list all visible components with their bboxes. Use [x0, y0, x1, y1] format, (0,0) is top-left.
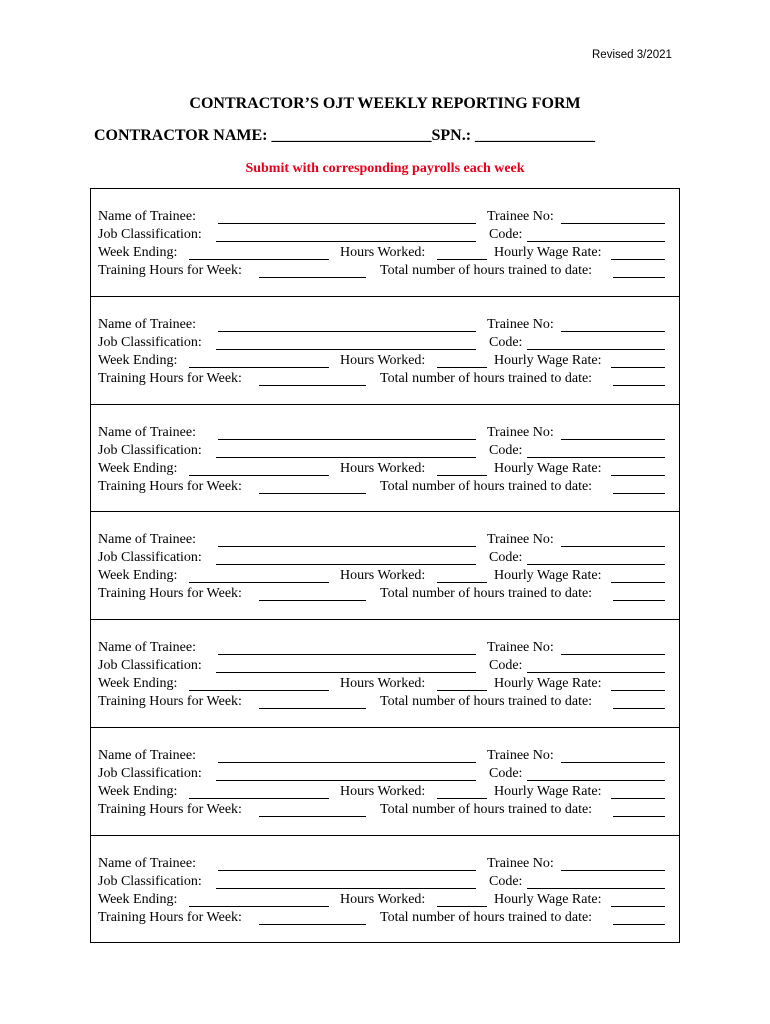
name-of-trainee-field[interactable] [218, 546, 476, 547]
job-classification-label: Job Classification: [98, 442, 202, 458]
code-field[interactable] [527, 672, 665, 673]
form-title: CONTRACTOR’S OJT WEEKLY REPORTING FORM [189, 95, 581, 112]
trainee-no-label: Trainee No: [487, 532, 554, 548]
total-hours-to-date-field[interactable] [613, 600, 665, 601]
total-hours-to-date-label: Total number of hours trained to date: [380, 909, 593, 925]
total-hours-to-date-field[interactable] [613, 708, 665, 709]
code-label: Code: [489, 442, 523, 458]
code-label: Code: [489, 334, 523, 350]
total-hours-to-date-label: Total number of hours trained to date: [380, 370, 593, 386]
hourly-wage-rate-field[interactable] [611, 475, 665, 476]
hourly-wage-rate-label: Hourly Wage Rate: [494, 783, 602, 799]
hourly-wage-rate-label: Hourly Wage Rate: [494, 460, 602, 476]
name-of-trainee-field[interactable] [218, 223, 476, 224]
hourly-wage-rate-field[interactable] [611, 259, 665, 260]
code-label: Code: [489, 765, 523, 781]
total-hours-to-date-field[interactable] [613, 385, 665, 386]
submit-instruction: Submit with corresponding payrolls each week [245, 161, 525, 176]
training-hours-label: Training Hours for Week: [98, 263, 242, 278]
training-hours-field[interactable] [259, 493, 366, 494]
name-of-trainee-field[interactable] [218, 331, 476, 332]
job-classification-field[interactable] [216, 349, 476, 350]
code-field[interactable] [527, 241, 665, 242]
job-classification-label: Job Classification: [98, 658, 202, 674]
job-classification-field[interactable] [216, 672, 476, 673]
code-label: Code: [489, 658, 523, 674]
week-ending-field[interactable] [189, 798, 329, 799]
total-hours-to-date-field[interactable] [613, 924, 665, 925]
hours-worked-label: Hours Worked: [340, 245, 426, 260]
trainee-entry-7 [91, 836, 679, 944]
name-of-trainee-label: Name of Trainee: [98, 209, 196, 224]
job-classification-label: Job Classification: [98, 227, 202, 242]
total-hours-to-date-field[interactable] [613, 816, 665, 817]
trainee-no-field[interactable] [561, 223, 665, 224]
week-ending-label: Week Ending: [98, 245, 178, 260]
hourly-wage-rate-label: Hourly Wage Rate: [494, 352, 602, 368]
week-ending-label: Week Ending: [98, 783, 178, 799]
job-classification-field[interactable] [216, 457, 476, 458]
training-hours-field[interactable] [259, 816, 366, 817]
code-label: Code: [489, 550, 523, 566]
hours-worked-field[interactable] [437, 259, 487, 260]
trainee-no-field[interactable] [561, 762, 665, 763]
hours-worked-field[interactable] [437, 798, 487, 799]
total-hours-to-date-label: Total number of hours trained to date: [380, 478, 593, 494]
trainee-no-field[interactable] [561, 654, 665, 655]
trainee-no-label: Trainee No: [487, 640, 554, 656]
name-of-trainee-label: Name of Trainee: [98, 316, 196, 332]
week-ending-field[interactable] [189, 367, 329, 368]
week-ending-field[interactable] [189, 475, 329, 476]
job-classification-field[interactable] [216, 888, 476, 889]
trainee-no-label: Trainee No: [487, 424, 554, 440]
job-classification-field[interactable] [216, 241, 476, 242]
trainee-no-field[interactable] [561, 870, 665, 871]
job-classification-label: Job Classification: [98, 334, 202, 350]
hours-worked-field[interactable] [437, 582, 487, 583]
revision-date: Revised 3/2021 [592, 49, 672, 61]
name-of-trainee-field[interactable] [218, 654, 476, 655]
hours-worked-label: Hours Worked: [340, 568, 426, 584]
week-ending-label: Week Ending: [98, 352, 178, 368]
job-classification-label: Job Classification: [98, 550, 202, 566]
code-field[interactable] [527, 564, 665, 565]
trainee-entry-5 [91, 620, 679, 728]
trainee-entry-6 [91, 728, 679, 836]
name-of-trainee-label: Name of Trainee: [98, 747, 196, 763]
hours-worked-label: Hours Worked: [340, 891, 426, 907]
hourly-wage-rate-label: Hourly Wage Rate: [494, 676, 602, 692]
code-field[interactable] [527, 457, 665, 458]
total-hours-to-date-label: Total number of hours trained to date: [380, 263, 593, 278]
training-hours-label: Training Hours for Week: [98, 694, 242, 710]
hours-worked-field[interactable] [437, 690, 487, 691]
contractor-name-spn-line: CONTRACTOR NAME: ____________________SPN.: _______________ [94, 127, 596, 144]
training-hours-label: Training Hours for Week: [98, 909, 242, 925]
trainee-entry-4 [91, 512, 679, 620]
trainee-entries [90, 188, 680, 943]
total-hours-to-date-field[interactable] [613, 277, 665, 278]
hourly-wage-rate-field[interactable] [611, 690, 665, 691]
training-hours-label: Training Hours for Week: [98, 586, 242, 602]
week-ending-field[interactable] [189, 582, 329, 583]
week-ending-label: Week Ending: [98, 676, 178, 692]
hours-worked-label: Hours Worked: [340, 460, 426, 476]
training-hours-field[interactable] [259, 600, 366, 601]
name-of-trainee-label: Name of Trainee: [98, 640, 196, 656]
week-ending-field[interactable] [189, 690, 329, 691]
name-of-trainee-field[interactable] [218, 762, 476, 763]
hourly-wage-rate-field[interactable] [611, 906, 665, 907]
code-label: Code: [489, 873, 523, 889]
hourly-wage-rate-label: Hourly Wage Rate: [494, 245, 602, 260]
trainee-no-field[interactable] [561, 331, 665, 332]
hourly-wage-rate-field[interactable] [611, 798, 665, 799]
week-ending-field[interactable] [189, 906, 329, 907]
hours-worked-label: Hours Worked: [340, 352, 426, 368]
trainee-no-field[interactable] [561, 439, 665, 440]
week-ending-label: Week Ending: [98, 891, 178, 907]
total-hours-to-date-label: Total number of hours trained to date: [380, 586, 593, 602]
total-hours-to-date-label: Total number of hours trained to date: [380, 694, 593, 710]
training-hours-field[interactable] [259, 277, 366, 278]
hours-worked-field[interactable] [437, 906, 487, 907]
job-classification-label: Job Classification: [98, 873, 202, 889]
hours-worked-label: Hours Worked: [340, 783, 426, 799]
hours-worked-field[interactable] [437, 475, 487, 476]
trainee-no-field[interactable] [561, 546, 665, 547]
week-ending-field[interactable] [189, 259, 329, 260]
trainee-no-label: Trainee No: [487, 316, 554, 332]
name-of-trainee-label: Name of Trainee: [98, 424, 196, 440]
job-classification-field[interactable] [216, 780, 476, 781]
code-field[interactable] [527, 780, 665, 781]
name-of-trainee-field[interactable] [218, 870, 476, 871]
training-hours-label: Training Hours for Week: [98, 370, 242, 386]
trainee-no-label: Trainee No: [487, 747, 554, 763]
total-hours-to-date-label: Total number of hours trained to date: [380, 801, 593, 817]
week-ending-label: Week Ending: [98, 460, 178, 476]
hourly-wage-rate-label: Hourly Wage Rate: [494, 568, 602, 584]
trainee-entry-3 [91, 405, 679, 513]
trainee-entry-2 [91, 297, 679, 405]
training-hours-field[interactable] [259, 385, 366, 386]
training-hours-label: Training Hours for Week: [98, 478, 242, 494]
training-hours-field[interactable] [259, 924, 366, 925]
hourly-wage-rate-label: Hourly Wage Rate: [494, 891, 602, 907]
training-hours-label: Training Hours for Week: [98, 801, 242, 817]
trainee-no-label: Trainee No: [487, 855, 554, 871]
trainee-entry-1 [91, 189, 679, 297]
job-classification-field[interactable] [216, 564, 476, 565]
trainee-no-label: Trainee No: [487, 209, 554, 224]
name-of-trainee-field[interactable] [218, 439, 476, 440]
hours-worked-label: Hours Worked: [340, 676, 426, 692]
hours-worked-field[interactable] [437, 367, 487, 368]
name-of-trainee-label: Name of Trainee: [98, 855, 196, 871]
code-label: Code: [489, 227, 523, 242]
hourly-wage-rate-field[interactable] [611, 582, 665, 583]
job-classification-label: Job Classification: [98, 765, 202, 781]
total-hours-to-date-field[interactable] [613, 493, 665, 494]
code-field[interactable] [527, 888, 665, 889]
week-ending-label: Week Ending: [98, 568, 178, 584]
training-hours-field[interactable] [259, 708, 366, 709]
name-of-trainee-label: Name of Trainee: [98, 532, 196, 548]
hourly-wage-rate-field[interactable] [611, 367, 665, 368]
code-field[interactable] [527, 349, 665, 350]
